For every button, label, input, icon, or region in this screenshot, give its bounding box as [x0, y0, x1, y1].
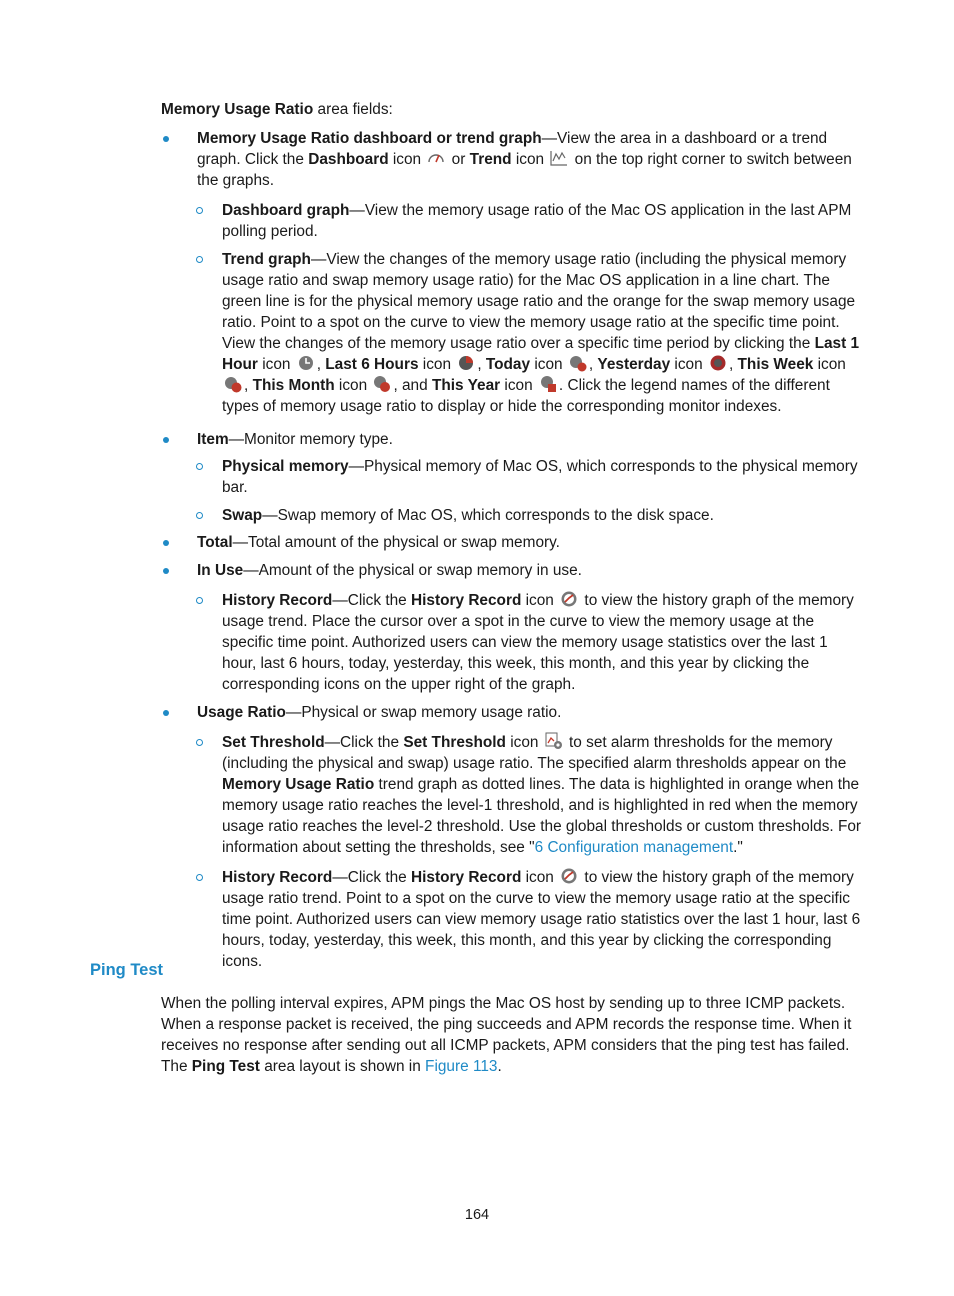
dashboard-gauge-icon[interactable]: [427, 149, 445, 167]
last-1-hour-icon[interactable]: [297, 354, 315, 372]
ping-test-paragraph: When the polling interval expires, APM pings the Mac OS host by sending up to three ICMP packets. When a response packet is received, the ping succeeds and APM records the response time. When it receives no response after sending out all ICMP packets, APM considers that the ping test has failed. The Ping Test area layout is shown in Figure 113.: [161, 995, 852, 1075]
sub-bullet-marker: [196, 597, 203, 604]
bullet-item-usage-ratio: Usage Ratio—Physical or swap memory usage ratio.: [197, 704, 562, 721]
configuration-management-link[interactable]: 6 Configuration management: [534, 839, 734, 856]
sub-bullet-marker: [196, 207, 203, 214]
sub-item-history-record: History Record—Click the History Record icon to view the history graph of the memory usage trend. Place the cursor over a spot in the curve to view the memory usage at the specific time point. Authorized users can view the memory usage statistics over the last 1 hour, last 6 hours, today, yesterday, this week, this month, and this year by clicking the corresponding icons on the upper right of the graph.: [222, 592, 854, 693]
bullet-item-item: Item—Monitor memory type.: [197, 431, 393, 448]
page-number: 164: [464, 1207, 490, 1223]
trend-chart-icon[interactable]: [550, 149, 568, 167]
today-icon[interactable]: [569, 354, 587, 372]
bullet-item-total: Total—Total amount of the physical or swap memory.: [197, 534, 560, 551]
sub-item-dashboard-graph: Dashboard graph—View the memory usage ratio of the Mac OS application in the last APM polling period.: [222, 202, 852, 240]
figure-113-link[interactable]: Figure 113: [425, 1058, 498, 1075]
sub-bullet-marker: [196, 874, 203, 881]
sub-item-swap: Swap—Swap memory of Mac OS, which corresponds to the disk space.: [222, 507, 714, 524]
bullet-marker: [163, 136, 169, 142]
section-heading-ping-test: Ping Test: [90, 961, 164, 979]
sub-bullet-marker: [196, 512, 203, 519]
history-record-icon[interactable]: [560, 590, 578, 608]
sub-item-physical-memory: Physical memory—Physical memory of Mac OS, which corresponds to the physical memory bar.: [222, 458, 858, 496]
last-6-hours-icon[interactable]: [457, 354, 475, 372]
history-record-icon[interactable]: [560, 867, 578, 885]
sub-item-trend-graph: Trend graph—View the changes of the memory usage ratio (including the physical memory usage ratio and swap memory usage ratio) for the Mac OS application in a line chart. The green line is for the physical memory usage ratio and the orange for the swap memory usage ratio. Point to a spot on the curve to view the memory usage ratio at the specific time point. View the changes of the memory usage ratio over a specific time period by clicking the Last 1 Hour icon , Last 6 Hours icon , Today icon , Yesterday icon , This Week icon , This Month icon , and This Year icon . Click the legend names of the different types of memory usage ratio to display or hide the corresponding monitor indexes.: [222, 251, 860, 415]
sub-bullet-marker: [196, 463, 203, 470]
this-year-icon[interactable]: [539, 375, 557, 393]
sub-item-set-threshold: Set Threshold—Click the Set Threshold icon to set alarm thresholds for the memory (including the physical and swap) usage ratio. The specified alarm thresholds appear on the Memory Usage Ratio trend graph as dotted lines. The data is highlighted in orange when the memory usage ratio reaches the level-1 threshold, and is highlighted in red when the memory usage ratio reaches the level-2 threshold. Use the global thresholds or custom thresholds. For information about setting the thresholds, see "6 Configuration management.": [222, 734, 862, 856]
this-week-icon[interactable]: [224, 375, 242, 393]
this-month-icon[interactable]: [373, 375, 391, 393]
sub-bullet-marker: [196, 256, 203, 263]
sub-bullet-marker: [196, 739, 203, 746]
bullet-marker: [163, 710, 169, 716]
bullet-item-in-use: In Use—Amount of the physical or swap memory in use.: [197, 562, 582, 579]
set-threshold-icon[interactable]: [545, 732, 563, 750]
bullet-item-graph: Memory Usage Ratio dashboard or trend graph—View the area in a dashboard or a trend graph. Click the Dashboard icon or Trend icon on the top right corner to switch between the graphs.: [197, 130, 852, 189]
bullet-marker: [163, 568, 169, 574]
bullet-marker: [163, 437, 169, 443]
sub-item-history-record-ratio: History Record—Click the History Record icon to view the history graph of the memory usage ratio trend. Point to a spot on the curve to view the memory usage ratio at the specific time point. Authorized users can view memory usage ratio statistics over the last 1 hour, last 6 hours, today, yesterday, this week, this month, and this year by clicking the corresponding icons.: [222, 869, 861, 970]
bullet-marker: [163, 540, 169, 546]
intro-paragraph: Memory Usage Ratio area fields:: [161, 101, 393, 118]
yesterday-icon[interactable]: [709, 354, 727, 372]
